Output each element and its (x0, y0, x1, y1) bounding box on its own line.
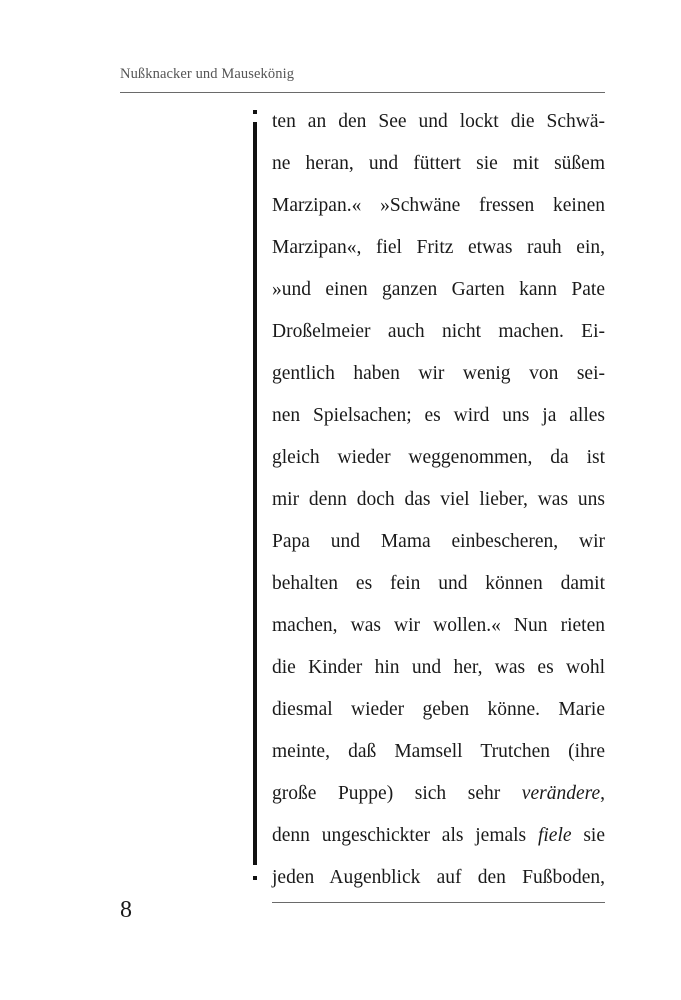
emphasis-text: verändere (521, 783, 601, 804)
line-text: meinte, daß Mamsell Trutchen (ihre (272, 741, 605, 762)
line-text: Marzipan«, fiel Fritz etwas rauh ein, (272, 237, 605, 258)
line-text: gentlich haben wir wenig von sei- (272, 363, 605, 384)
text-line (272, 647, 605, 689)
text-line (272, 689, 605, 731)
line-text: sie (571, 825, 605, 846)
line-text: ten an den See und lockt die Schwä- (272, 111, 605, 132)
running-head: Nußknacker und Mausekönig (120, 66, 295, 82)
text-line (272, 605, 605, 647)
body-text (272, 101, 605, 899)
header-rule (120, 92, 605, 93)
text-line (272, 143, 605, 185)
margin-marker-top (253, 110, 257, 114)
line-text: Papa und Mama einbescheren, wir (272, 531, 605, 552)
line-text: diesmal wieder geben könne. Marie (272, 699, 605, 720)
text-line (272, 185, 605, 227)
emphasis-text: fiele (537, 825, 572, 846)
line-text: Droßelmeier auch nicht machen. Ei- (272, 321, 605, 342)
text-line (272, 227, 605, 269)
line-text: ne heran, und füttert sie mit süßem (272, 153, 605, 174)
line-text: , (600, 783, 605, 804)
text-line (272, 731, 605, 773)
text-line (272, 437, 605, 479)
line-text: Marzipan.« »Schwäne fressen keinen (272, 195, 605, 216)
line-text: gleich wieder weggenommen, da ist (272, 447, 605, 468)
text-line (272, 521, 605, 563)
text-line (272, 311, 605, 353)
line-text: denn ungeschickter als jemals (272, 825, 538, 846)
line-text: die Kinder hin und her, was es wohl (272, 657, 605, 678)
footer-rule (272, 902, 605, 903)
text-line (272, 563, 605, 605)
line-text: »und einen ganzen Garten kann Pate (272, 279, 605, 300)
text-line (272, 773, 605, 815)
page-number: 8 (120, 897, 132, 923)
text-line (272, 101, 605, 143)
text-line (272, 395, 605, 437)
margin-marker-bar (253, 122, 257, 865)
line-text: behalten es fein und können damit (272, 573, 605, 594)
line-text: große Puppe) sich sehr (272, 783, 522, 804)
line-text: machen, was wir wollen.« Nun rieten (272, 615, 605, 636)
line-text: mir denn doch das viel lieber, was uns (272, 489, 605, 510)
line-text: nen Spielsachen; es wird uns ja alles (272, 405, 605, 426)
text-line (272, 857, 605, 899)
margin-marker-bottom (253, 876, 257, 880)
line-text: jeden Augenblick auf den Fußboden, (272, 867, 605, 888)
text-line (272, 353, 605, 395)
text-line (272, 269, 605, 311)
text-line (272, 479, 605, 521)
text-line (272, 815, 605, 857)
